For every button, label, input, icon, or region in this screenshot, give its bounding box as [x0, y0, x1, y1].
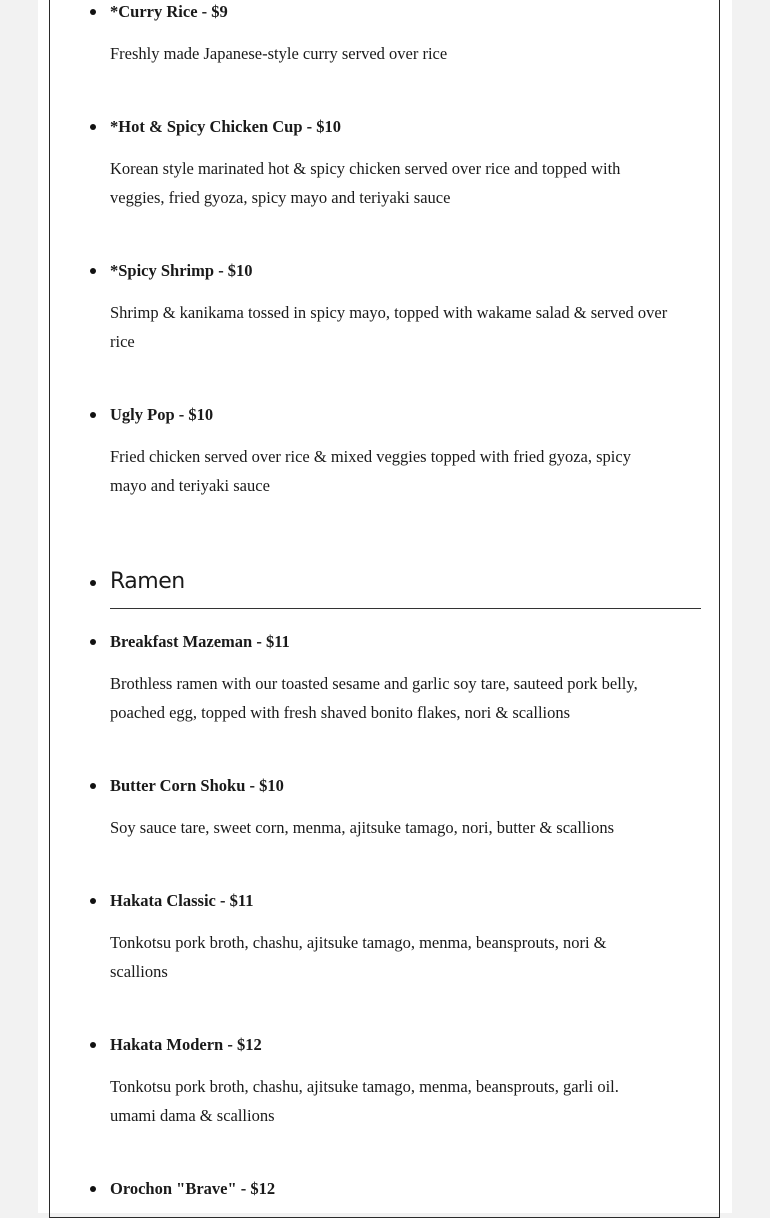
menu-item-description: Brothless ramen with our toasted sesame and garlic soy tare, sauteed pork belly, poached egg, topped with fresh shaved bonito flakes, nori & scallions: [110, 674, 638, 722]
menu-item-description: Tonkotsu pork broth, chashu, ajitsuke tamago, menma, beansprouts, nori & scallions: [110, 933, 607, 981]
menu-item-name: *Hot & Spicy Chicken Cup - $10: [110, 116, 702, 138]
menu-item-description: Fried chicken served over rice & mixed veggies topped with fried gyoza, spicy mayo and teriyaki sauce: [110, 447, 631, 495]
bullet-icon: [90, 639, 96, 645]
menu-item-breakfast-mazeman: [110, 631, 702, 722]
bullet-icon: [90, 124, 96, 130]
menu-item-butter-corn-shoku: [110, 775, 702, 837]
bullet-icon: [90, 783, 96, 789]
bullet-icon: [90, 1042, 96, 1048]
menu-item-ugly-pop: [110, 404, 702, 495]
menu-item-description: Tonkotsu pork broth, chashu, ajitsuke tamago, menma, beansprouts, garli oil. umami dama & scallions: [110, 1077, 619, 1125]
section-ramen: [110, 566, 701, 598]
bullet-icon: [90, 580, 96, 586]
menu-item-name: Butter Corn Shoku - $10: [110, 775, 702, 797]
menu-item-name: Hakata Modern - $12: [110, 1034, 702, 1056]
menu-item-name: Orochon "Brave" - $12: [110, 1178, 702, 1200]
bullet-icon: [90, 412, 96, 418]
bullet-icon: [90, 9, 96, 15]
menu-item-hakata-classic: [110, 890, 702, 981]
menu-item-name: Ugly Pop - $10: [110, 404, 702, 426]
section-title: Ramen: [110, 566, 701, 598]
menu-item-name: Breakfast Mazeman - $11: [110, 631, 702, 653]
menu-item-hakata-modern: [110, 1034, 702, 1125]
menu-item-name: *Spicy Shrimp - $10: [110, 260, 702, 282]
bullet-icon: [90, 898, 96, 904]
bullet-icon: [90, 268, 96, 274]
menu-item-hot-spicy-chicken-cup: [110, 116, 702, 207]
menu-item-description: Soy sauce tare, sweet corn, menma, ajitsuke tamago, nori, butter & scallions: [110, 818, 615, 837]
menu-item-name: Hakata Classic - $11: [110, 890, 702, 912]
menu-item-description: Korean style marinated hot & spicy chicken served over rice and topped with veggies, fried gyoza, spicy mayo and teriyaki sauce: [110, 159, 621, 207]
bullet-icon: [90, 1186, 96, 1192]
section-divider: [110, 608, 701, 609]
menu-item-name: *Curry Rice - $9: [110, 1, 702, 23]
menu-item-orochon-brave: [110, 1178, 702, 1200]
menu-item-description: Shrimp & kanikama tossed in spicy mayo, topped with wakame salad & served over rice: [110, 303, 668, 351]
menu-item-spicy-shrimp: [110, 260, 702, 351]
menu-item-description: Freshly made Japanese-style curry served over rice: [110, 44, 448, 63]
menu-item-curry-rice: [110, 1, 702, 63]
